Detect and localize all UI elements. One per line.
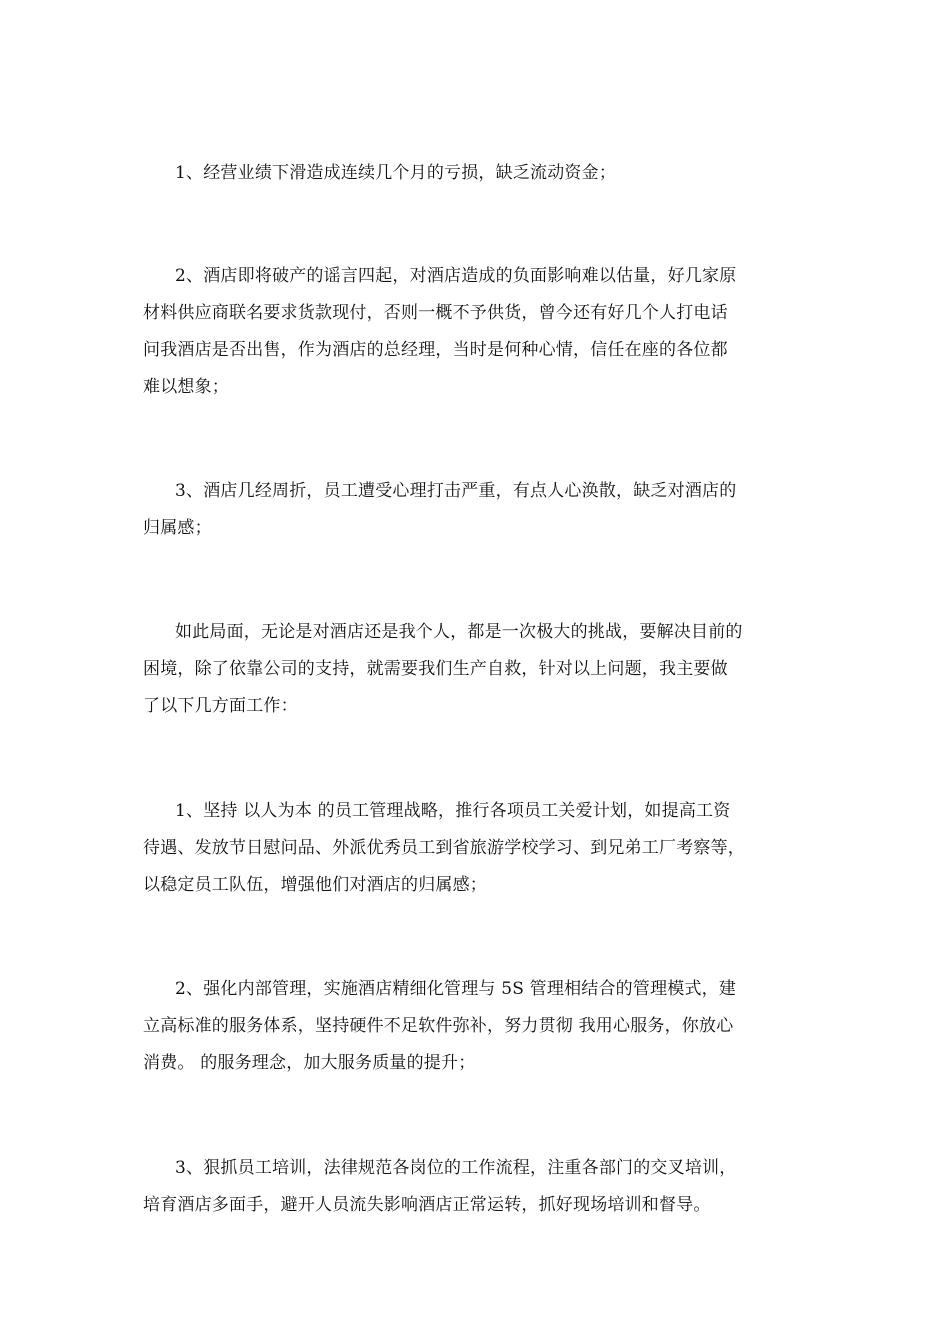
paragraph-3 [143, 473, 815, 547]
paragraph-line: 消费。 的服务理念，加大服务质量的提升； [143, 1053, 476, 1073]
paragraph-line: 1、坚持 以人为本 的员工管理战略，推行各项员工关爱计划，如提高工资 [175, 801, 731, 821]
paragraph-7 [143, 1150, 815, 1224]
paragraph-2 [143, 258, 815, 406]
paragraph-line: 材料供应商联名要求货款现付，否则一概不予供货，曾今还有好几个人打电话 [143, 303, 728, 323]
paragraph-5 [143, 793, 815, 904]
paragraph-line: 2、强化内部管理，实施酒店精细化管理与 5S 管理相结合的管理模式，建 [175, 979, 737, 999]
paragraph-line: 3、酒店几经周折，员工遭受心理打击严重，有点人心涣散，缺乏对酒店的 [175, 481, 737, 501]
paragraph-line: 如此局面，无论是对酒店还是我个人，都是一次极大的挑战，要解决目前的 [175, 622, 743, 642]
paragraph-line: 1、经营业绩下滑造成连续几个月的亏损，缺乏流动资金； [175, 163, 617, 183]
paragraph-6 [143, 971, 815, 1082]
paragraph-line: 立高标准的服务体系，坚持硬件不足软件弥补，努力贯彻 我用心服务，你放心 [143, 1016, 734, 1036]
paragraph-line: 难以想象； [143, 377, 229, 397]
paragraph-line: 困境，除了依靠公司的支持，就需要我们生产自救，针对以上问题，我主要做 [143, 659, 728, 679]
paragraph-1 [143, 155, 815, 192]
paragraph-line: 以稳定员工队伍，增强他们对酒店的归属感； [143, 875, 487, 895]
paragraph-4 [143, 614, 815, 725]
paragraph-line: 培育酒店多面手，避开人员流失影响酒店正常运转，抓好现场培训和督导。 [143, 1195, 711, 1215]
paragraph-line: 待遇、发放节日慰问品、外派优秀员工到省旅游学校学习、到兄弟工厂考察等， [143, 838, 745, 858]
paragraph-line: 2、酒店即将破产的谣言四起，对酒店造成的负面影响难以估量，好几家原 [175, 266, 737, 286]
paragraph-line: 3、狠抓员工培训，法律规范各岗位的工作流程，注重各部门的交叉培训， [175, 1158, 737, 1178]
paragraph-line: 了以下几方面工作： [143, 696, 298, 716]
paragraph-line: 问我酒店是否出售，作为酒店的总经理，当时是何种心情，信任在座的各位都 [143, 340, 728, 360]
paragraph-line: 归属感； [143, 518, 212, 538]
